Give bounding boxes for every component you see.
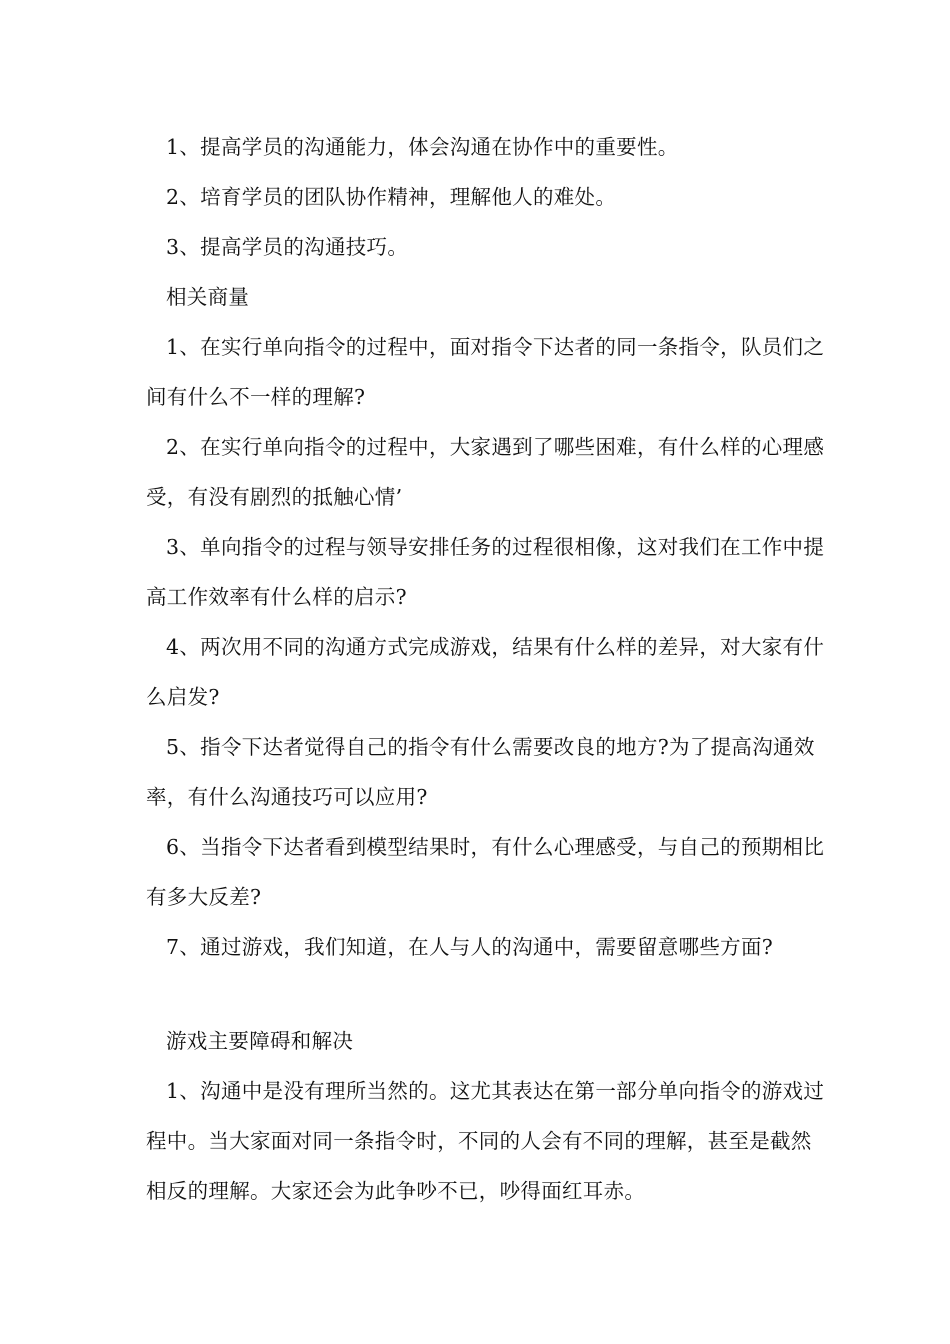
discussion-item-5: 5、指令下达者觉得自己的指令有什么需要改良的地方?为了提高沟通效率，有什么沟通技巧可以应用? — [146, 735, 815, 809]
objective-item-1: 1、提高学员的沟通能力，体会沟通在协作中的重要性。 — [166, 135, 679, 159]
obstacle-item-1: 1、沟通中是没有理所当然的。这尤其表达在第一部分单向指令的游戏过程中。当大家面对同一条指令时，不同的人会有不同的理解，甚至是截然相反的理解。大家还会为此争吵不已，吵得面红耳赤。 — [146, 1079, 825, 1203]
discussion-item-4: 4、两次用不同的沟通方式完成游戏，结果有什么样的差异，对大家有什么启发? — [146, 635, 825, 709]
section-heading-discussion: 相关商量 — [166, 285, 250, 309]
objective-item-2: 2、培育学员的团队协作精神，理解他人的难处。 — [166, 185, 617, 209]
section-heading-obstacles: 游戏主要障碍和解决 — [166, 1029, 354, 1053]
discussion-item-2: 2、在实行单向指令的过程中，大家遇到了哪些困难，有什么样的心理感受，有没有剧烈的抵触心情’ — [146, 435, 825, 509]
objective-item-3: 3、提高学员的沟通技巧。 — [166, 235, 409, 259]
paragraph-spacer — [146, 972, 826, 1016]
document-body — [146, 122, 826, 1216]
discussion-item-3: 3、单向指令的过程与领导安排任务的过程很相像，这对我们在工作中提高工作效率有什么样的启示? — [146, 535, 825, 609]
discussion-item-6: 6、当指令下达者看到模型结果时，有什么心理感受，与自己的预期相比有多大反差? — [146, 835, 825, 909]
discussion-item-1: 1、在实行单向指令的过程中，面对指令下达者的同一条指令，队员们之间有什么不一样的理解? — [146, 335, 825, 409]
discussion-item-7: 7、通过游戏，我们知道，在人与人的沟通中，需要留意哪些方面? — [166, 935, 774, 959]
